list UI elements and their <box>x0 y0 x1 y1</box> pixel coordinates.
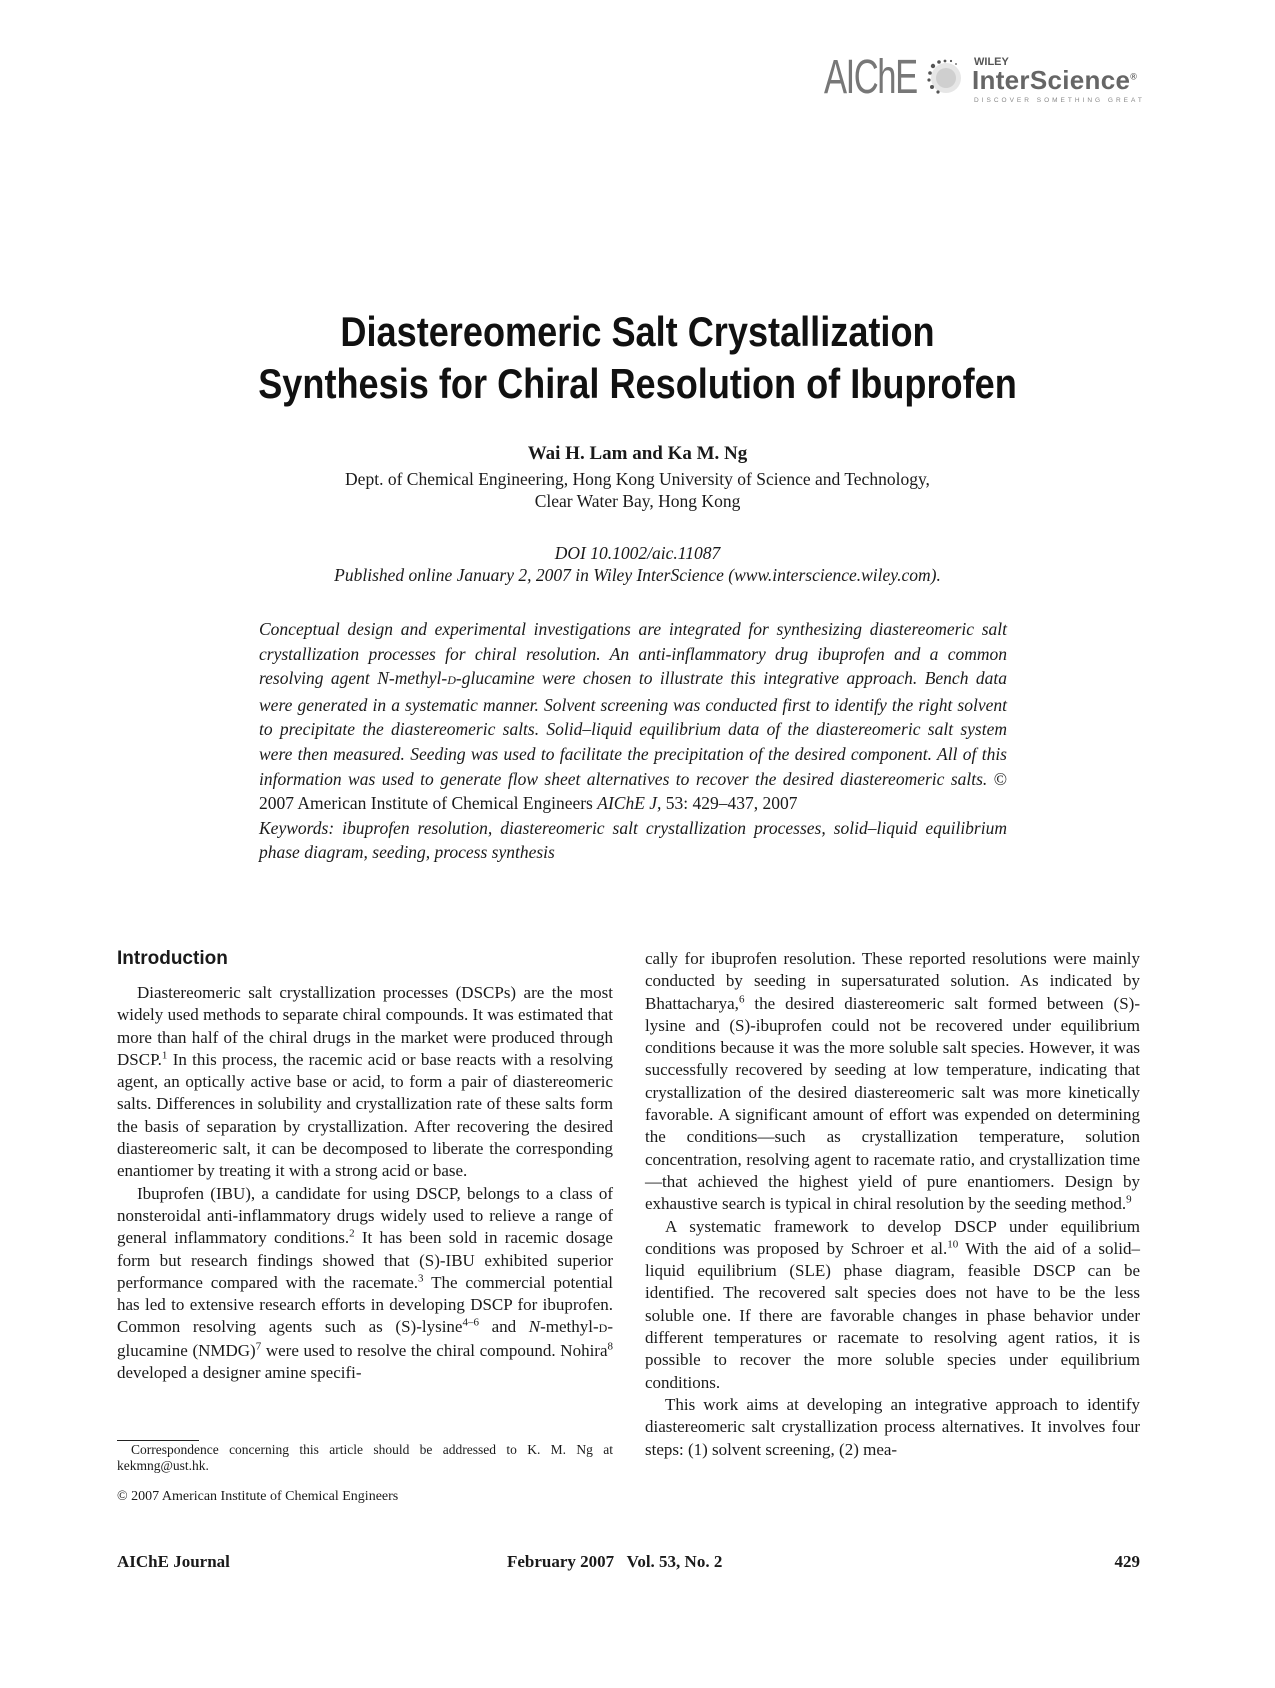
intro-paragraph-5: This work aims at developing an integrative approach to identify diastereomeric salt crystallization process alternatives. It involves four steps: (1) solvent screening, (2) mea- <box>645 1394 1140 1459</box>
abstract <box>259 617 1007 865</box>
keywords: Keywords: ibuprofen resolution, diastereomeric salt crystallization processes, solid–liquid equilibrium phase diagram, seeding, process synthesis <box>259 817 1007 863</box>
footer-issue: February 2007 Vol. 53, No. 2 <box>507 1552 723 1571</box>
citation-ref[interactable]: 3 <box>418 1272 424 1285</box>
citation-ref[interactable]: 6 <box>738 992 745 1005</box>
title-line-2: Synthesis for Chiral Resolution of Ibuprofen <box>258 360 1017 407</box>
authors: Wai H. Lam and Ka M. Ng <box>527 443 748 464</box>
intro-paragraph-2: Ibuprofen (IBU), a candidate for using DSCP, belongs to a class of nonsteroidal anti-inflammatory drugs widely used to relieve a range of general inflammatory conditions.$^2$ It has been sold in racemic dosage form but research findings showed that (S)-IBU exhibited superior performance compared with the racemate.$^3$ The commercial potential has led to extensive research efforts in developing DSCP for ibuprofen. Common resolving agents such as (S)-lysine$^{4-6}$ and N-methyl-D-glucamine (NMDG)$^7$ were used to resolve the chiral compound. Nohira$^8$ developed a designer amine specifi- <box>117 1183 613 1383</box>
footnote-rule <box>117 1440 199 1441</box>
registered-mark: ® <box>1130 71 1138 82</box>
interscience-name: InterScience <box>972 65 1131 95</box>
right-column <box>645 948 1140 1461</box>
intro-paragraph-3: cally for ibuprofen resolution. These reported resolutions were mainly conducted by seeding in supersaturated solution. As indicated by Bhattacharya,$^6$ the desired diastereomeric salt formed between (S)-lysine and (S)-ibuprofen could not be recovered under equilibrium conditions because it was the more soluble salt species. However, it was successfully recovered by seeding at low temperature, indicating that crystallization of the desired diastereomeric salt was more kinetically favorable. A significant amount of effort was expended on determining the conditions—such as crystallization temperature, solution concentration, resolving agent to racemate ratio, and crystallization time—that achieved the highest yield of pure enantiomers. Design by exhaustive search is typical in chiral resolution by the seeding method.$^9$ <box>645 949 1140 1214</box>
intro-paragraph-1: Diastereomeric salt crystallization processes (DSCPs) are the most widely used methods to separate chiral compounds. It was estimated that more than half of the chiral drugs in the market were produced through DSCP.$^1$ In this process, the racemic acid or base reacts with a resolving agent, an optically active base or acid, to form a pair of diastereomeric salts. Differences in solubility and crystallization rate of these salts form the basis of separation by crystallization. After recovering the desired diastereomeric salt, it can be decomposed to liberate the corresponding enantiomer by treating it with a strong acid or base. <box>117 983 613 1181</box>
affiliation-line-1: Dept. of Chemical Engineering, Hong Kong University of Science and Technology, <box>345 469 930 489</box>
title-line-1: Diastereomeric Salt Crystallization <box>340 308 935 355</box>
aiche-logo: AIChE <box>824 51 917 104</box>
paper-title <box>0 306 1275 410</box>
citation-ref[interactable]: 9 <box>1126 1193 1132 1206</box>
affiliation <box>0 468 1275 512</box>
globe-icon <box>924 56 964 96</box>
doi: DOI 10.1002/aic.11087 <box>554 543 721 563</box>
intro-paragraph-4: A systematic framework to develop DSCP under equilibrium conditions was proposed by Schroer et al.$^{10}$ With the aid of a solid–liquid equilibrium (SLE) phase diagram, feasible DSCP can be identified. The recovered salt species does not have to be the less soluble one. If there are favorable changes in phase behavior under different temperatures or racemate to resolving agent ratios, it is possible to recover the more soluble species under equilibrium conditions. <box>645 1216 1140 1392</box>
interscience-logo <box>972 67 1137 93</box>
citation-ref[interactable]: 8 <box>607 1340 613 1353</box>
citation-ref[interactable]: 10 <box>947 1238 959 1251</box>
footer-journal: AIChE Journal <box>117 1552 230 1571</box>
citation-ref[interactable]: 4–6 <box>462 1316 479 1329</box>
footnote <box>117 1442 613 1474</box>
abstract-text: Conceptual design and experimental investigations are integrated for synthesizing diastereomeric salt crystallization processes for chiral resolution. An anti-inflammatory drug ibuprofen and a common resolving agent N-methyl-D-glucamine were chosen to illustrate this integrative approach. Bench data were generated in a systematic manner. Solvent screening was conducted first to identify the right solvent to precipitate the diastereomeric salts. Solid–liquid equilibrium data of the diastereomeric salt system were then measured. Seeding was used to facilitate the precipitation of the desired component. All of this information was used to generate flow sheet alternatives to recover the desired diastereomeric salts. © 2007 American Institute of Chemical Engineers AIChE J, 53: 429–437, 2007 <box>259 619 1008 814</box>
published-online: Published online January 2, 2007 in Wiley InterScience (www.interscience.wiley.com). <box>334 565 941 585</box>
affiliation-line-2: Clear Water Bay, Hong Kong <box>534 491 741 511</box>
publisher-logos <box>824 52 1144 112</box>
left-column <box>117 948 613 1384</box>
section-heading-introduction: Introduction <box>117 948 228 969</box>
citation-ref[interactable]: 2 <box>349 1227 355 1240</box>
publication-info <box>0 542 1275 586</box>
copyright-note: © 2007 American Institute of Chemical Engineers <box>117 1489 399 1504</box>
citation-ref[interactable]: 7 <box>255 1340 262 1353</box>
page-number: 429 <box>1114 1552 1140 1571</box>
publisher-tagline: DISCOVER SOMETHING GREAT <box>974 97 1145 104</box>
wiley-label: WILEY <box>974 56 1009 68</box>
citation-ref[interactable]: 1 <box>161 1049 168 1062</box>
correspondence-note: Correspondence concerning this article should be addressed to K. M. Ng at kekmng@ust.hk. <box>117 1442 613 1473</box>
